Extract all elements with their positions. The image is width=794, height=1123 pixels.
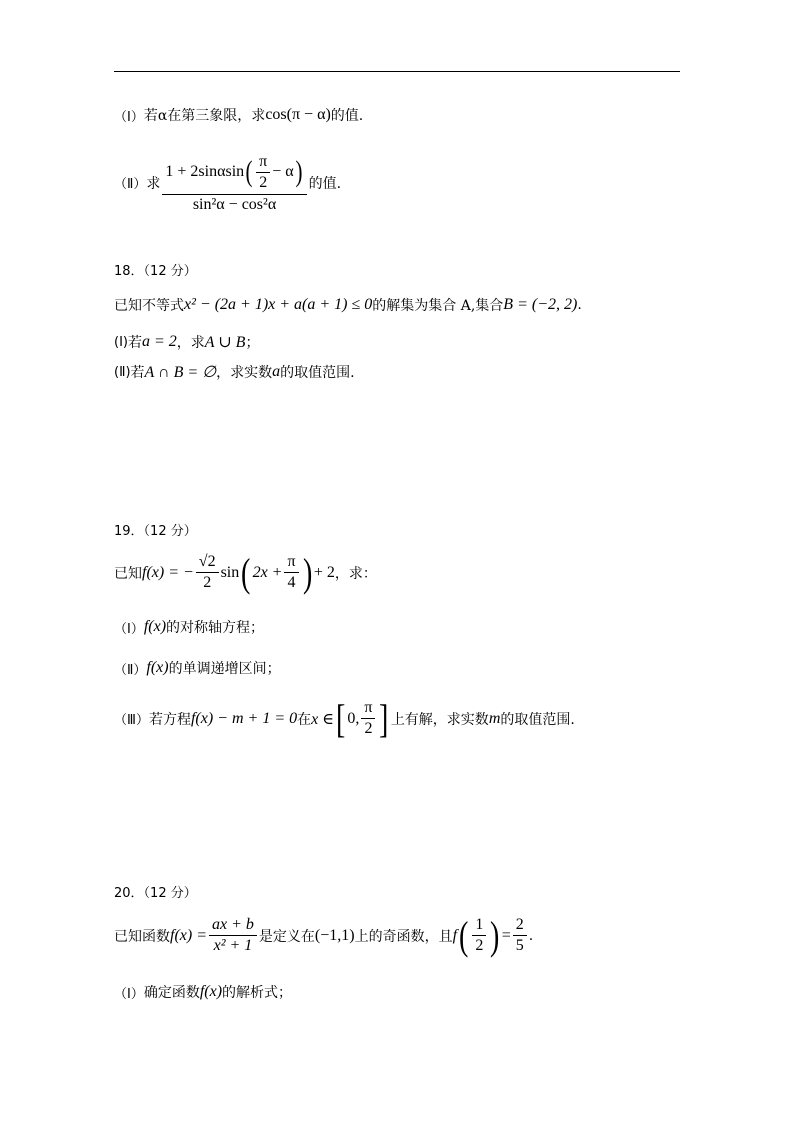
q18-part1 bbox=[114, 332, 259, 352]
part-text: 若方程 bbox=[148, 711, 191, 728]
part-text: 在 bbox=[297, 711, 312, 728]
inner-tail: − α bbox=[272, 163, 294, 180]
math-expr: A ∪ B bbox=[204, 334, 246, 351]
stem-text: ，求： bbox=[334, 565, 377, 582]
q20-part1 bbox=[114, 982, 292, 1002]
function-fraction bbox=[209, 915, 257, 956]
math-expr: cos(π − α) bbox=[265, 106, 331, 123]
q19-part3: （Ⅲ） 若方程 f(x) − m + 1 = 0 在 x ∈ [ 0, $\frac{\pi}{2}$ ] 上有解，求实数 m 的取值范围. bbox=[114, 695, 575, 741]
math-expr: f(x) = − bbox=[142, 563, 194, 581]
function-num: ax + b bbox=[209, 915, 257, 936]
interval-fraction bbox=[361, 698, 375, 739]
math-expr: f(x) = bbox=[170, 926, 207, 944]
tail-text: + 2 bbox=[313, 563, 335, 581]
stem-text: 上的奇函数，且 bbox=[354, 928, 453, 945]
part-text: 的值. bbox=[330, 108, 364, 124]
part-label: （Ⅰ） bbox=[114, 621, 144, 637]
part-label: （Ⅱ） bbox=[114, 662, 147, 678]
denominator-text: sin²α − cos²α bbox=[192, 196, 277, 213]
part-text: 的值. bbox=[308, 175, 342, 192]
part-label: (Ⅰ) bbox=[114, 334, 128, 350]
part-text: ； bbox=[245, 335, 260, 351]
value-fraction bbox=[513, 915, 527, 956]
interval-num: π bbox=[361, 698, 375, 719]
part-label: （Ⅰ） bbox=[114, 986, 144, 1002]
part-label: (Ⅱ) bbox=[114, 364, 131, 380]
coef-fraction bbox=[196, 552, 219, 593]
math-var: f bbox=[452, 926, 458, 944]
header-rule bbox=[114, 71, 680, 72]
stem-text: 已知 bbox=[114, 565, 142, 582]
q18-header: 18．（12 分） bbox=[114, 264, 197, 279]
math-expr: A ∩ B = ∅ bbox=[144, 364, 217, 381]
arg-num: π bbox=[284, 552, 298, 573]
half-den: 2 bbox=[475, 937, 484, 954]
q20-header: 20．（12 分） bbox=[114, 886, 197, 901]
part-text: 若α在第三象限，求 bbox=[143, 108, 266, 124]
q19-stem: 已知 f(x) = − $\frac{√2}{2}$ sin ( 2x + $\frac{\pi}{4}$ ) + 2 ，求： bbox=[114, 549, 377, 595]
arg-den: 4 bbox=[287, 574, 296, 591]
q18-part2 bbox=[114, 362, 355, 382]
arg-text: 2x + bbox=[252, 563, 283, 581]
part-text: 的取值范围. bbox=[280, 365, 355, 381]
q19-part1 bbox=[114, 617, 264, 637]
q19-header: 19．（12 分） bbox=[114, 524, 197, 539]
q17-part1 bbox=[114, 105, 363, 125]
part-text: ，求 bbox=[176, 335, 205, 351]
fraction: 1 + 2sinαsin ( $\frac{\pi}{2}$ − α ) sin²α − cos²α bbox=[162, 150, 306, 215]
q18-stem bbox=[114, 295, 582, 315]
part-text: ，求实数 bbox=[216, 365, 273, 381]
q19-part2 bbox=[114, 658, 281, 678]
math-expr: f(x) − m + 1 = 0 bbox=[190, 709, 298, 727]
part-text: 确定函数 bbox=[143, 985, 200, 1001]
stem-text: 已知不等式 bbox=[114, 298, 184, 314]
stem-text: 是定义在 bbox=[258, 928, 315, 945]
value-den: 5 bbox=[515, 937, 524, 954]
half-fraction bbox=[472, 915, 486, 956]
part-text: 的对称轴方程； bbox=[166, 620, 265, 636]
sin-text: sin bbox=[220, 563, 240, 581]
stem-text: . bbox=[528, 927, 534, 944]
stem-text: 已知函数 bbox=[114, 928, 170, 945]
math-expr: f(x) bbox=[199, 983, 223, 1000]
numerator-text: 1 + 2sinαsin bbox=[165, 163, 245, 180]
interval-den: 2 bbox=[364, 720, 373, 737]
math-expr: (−1,1) bbox=[314, 926, 355, 944]
stem-text: 的解集为集合 A,集合 bbox=[372, 298, 504, 314]
equals-sign: = bbox=[501, 926, 511, 944]
part-text: 的取值范围. bbox=[500, 711, 575, 728]
inner-fraction bbox=[256, 152, 270, 193]
q20-stem: 已知函数 f(x) = $\frac{ax + b}{\text{x² + 1}}$ 是定义在 (−1,1) 上的奇函数，且 f ( $\frac{1}{2}$ ) = $\frac{2}{5}$ . bbox=[114, 912, 534, 958]
coef-num: √2 bbox=[196, 552, 219, 573]
stem-text: . bbox=[577, 297, 582, 313]
part-text: 的单调递增区间； bbox=[168, 661, 281, 677]
math-expr: x ∈ bbox=[311, 710, 335, 728]
math-expr: B = (−2, 2) bbox=[503, 296, 578, 313]
value-num: 2 bbox=[513, 915, 527, 936]
inner-num: π bbox=[256, 152, 270, 173]
math-expr: a = 2 bbox=[141, 333, 177, 350]
part-label: （Ⅱ） bbox=[114, 177, 147, 192]
q17-part2 bbox=[114, 150, 341, 215]
math-expr: f(x) bbox=[146, 659, 169, 676]
part-text: 上有解，求实数 bbox=[390, 711, 489, 728]
arg-fraction bbox=[284, 552, 298, 593]
math-var: m bbox=[488, 709, 501, 727]
coef-den: 2 bbox=[203, 574, 212, 591]
inner-den: 2 bbox=[259, 173, 268, 191]
part-label: （Ⅲ） bbox=[114, 713, 149, 728]
part-text: 若 bbox=[130, 365, 145, 381]
part-text: 的解析式； bbox=[222, 985, 293, 1001]
function-den: x² + 1 bbox=[213, 937, 253, 954]
math-var: a bbox=[272, 363, 281, 380]
math-expr: f(x) bbox=[143, 618, 167, 635]
interval-text: 0, bbox=[347, 709, 360, 727]
part-text: 求 bbox=[146, 175, 161, 192]
half-num: 1 bbox=[472, 915, 486, 936]
part-text: 若 bbox=[127, 335, 142, 351]
part-label: （Ⅰ） bbox=[114, 109, 144, 125]
math-expr: x² − (2a + 1)x + a(a + 1) ≤ 0 bbox=[184, 296, 373, 313]
